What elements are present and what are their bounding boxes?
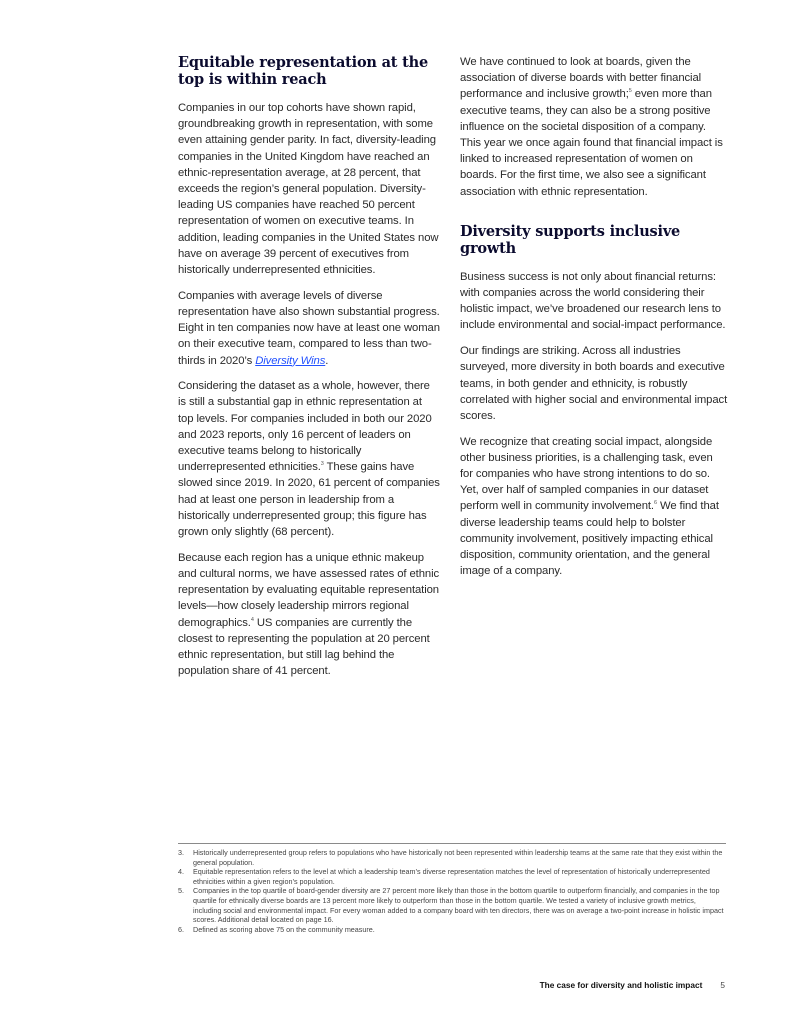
paragraph-text: We have continued to look at boards, given the association of diverse boards with better financial performance and inclusive growth; [460,56,702,101]
footnote-text: Companies in the top quartile of board-gender diversity are 27 percent more likely than those in the bottom quartile to outperform financially, and companies in the top quartile for ethnically diverse boards are 13 percent more likely to outperform than those in the bottom quartile. We tested a variety of inclusive growth metrics, including social and environmental impact. For every woman added to a company board with ten directors, there was on average a two-point increase in holistic impact scores. Additional detail located on page 16. [193,886,724,925]
paragraph [178,288,440,369]
footnote-text: Defined as scoring above 75 on the community measure. [193,924,375,934]
paragraph [460,54,728,200]
footnote-divider [178,843,726,844]
paragraph [460,434,728,580]
paragraph-text: even more than executive teams, they can also be a strong positive influence on the societal disposition of a company. This year we once again found that financial impact is linked to increased representation of women on boards. For the first time, we also see a significant association with ethnic representation. [460,88,723,198]
footnote-ref-5: 5 [628,88,632,95]
paragraph: Business success is not only about financial returns: with companies across the world considering their holistic impact, we’ve broadened our research lens to include environmental and social-impact performance. [460,270,726,332]
paragraph-text: We recognize that creating social impact, alongside other business priorities, is a challenging task, even for companies who have strong intentions to do so. Yet, over half of sampled companies in our dataset perform well in community involvement. [460,435,713,513]
page-footer [540,980,725,990]
footnote-ref-3: 3 [320,461,324,468]
footnote-text: Equitable representation refers to the level at which a leadership team’s diverse representation matches the level of representation of historically underrepresented ethnicities within a given region’s population. [193,867,710,886]
footnote-item [178,848,726,867]
paragraph [178,378,440,540]
footnote-text: Historically underrepresented group refers to populations who have historically not been represented within leadership teams at the same rate that they exist within the general population. [193,848,723,867]
right-column [460,54,728,589]
footnote-item [178,886,726,924]
paragraph-text: We find that diverse leadership teams could help to bolster community involvement, positively impacting ethical disposition, community orientation, and the general image of a company. [460,500,719,578]
footer-title: The case for diversity and holistic impact [539,980,703,990]
diversity-wins-link[interactable]: Diversity Wins [255,354,326,367]
paragraph: Our findings are striking. Across all industries surveyed, more diversity in both boards and executive teams, in both gender and ethnicity, is robustly correlated with higher social and environmental impact scores. [460,345,728,422]
page-number: 5 [720,980,725,990]
paragraph-text: Companies with average levels of diverse representation have also shown substantial progress. Eight in ten companies now have at least one woman on their executive team, compared to less than two-thirds in 2020’s [178,289,440,367]
footnote-item [178,867,726,886]
paragraph [178,550,440,680]
left-column [178,54,440,689]
footnote-ref-4: 4 [250,616,254,623]
paragraph-text: . [325,354,329,367]
paragraph-text: These gains have slowed since 2019. In 2020, 61 percent of companies had at least one person in leadership from a historically underrepresented group; this figure has grown only slightly (68 percent). [178,461,440,539]
paragraph-text: Because each region has a unique ethnic makeup and cultural norms, we have assessed rates of ethnic representation by evaluating equitable representation levels—how closely leadership mirrors regional demographics. [178,551,440,629]
paragraph: Companies in our top cohorts have shown rapid, groundbreaking growth in representation, with some even attaining gender parity. In fact, diversity-leading companies in the United Kingdom have reached an ethnic-representation average, at 28 percent, that exceeds the region’s general population. Diversity-leading US companies have reached 50 percent representation of women on executive teams. In addition, leading companies in the United States now have on average 39 percent of executives from historically underrepresented ethnicities. [178,102,439,277]
footnotes [178,848,726,934]
footnote-number: 5. [178,886,184,896]
paragraph-text: US companies are currently the closest to representing the population at 20 percent ethnic representation, but still lag behind the population share of 41 percent. [178,616,430,678]
footnote-ref-6: 6 [653,500,657,507]
footnote-number: 4. [178,867,184,877]
paragraph-text: Considering the dataset as a whole, however, there is still a substantial gap in ethnic representation at top levels. For companies included in both our 2020 and 2023 reports, only 16 percent of leaders on executive teams belong to historically underrepresented ethnicities. [178,380,432,474]
footnote-item [178,925,726,935]
section-heading-inclusive-growth: Diversity supports inclusive growth [460,222,681,257]
footnote-number: 3. [178,848,184,857]
footnote-number: 6. [178,924,184,934]
section-heading-equitable-representation: Equitable representation at the top is within reach [178,54,429,88]
